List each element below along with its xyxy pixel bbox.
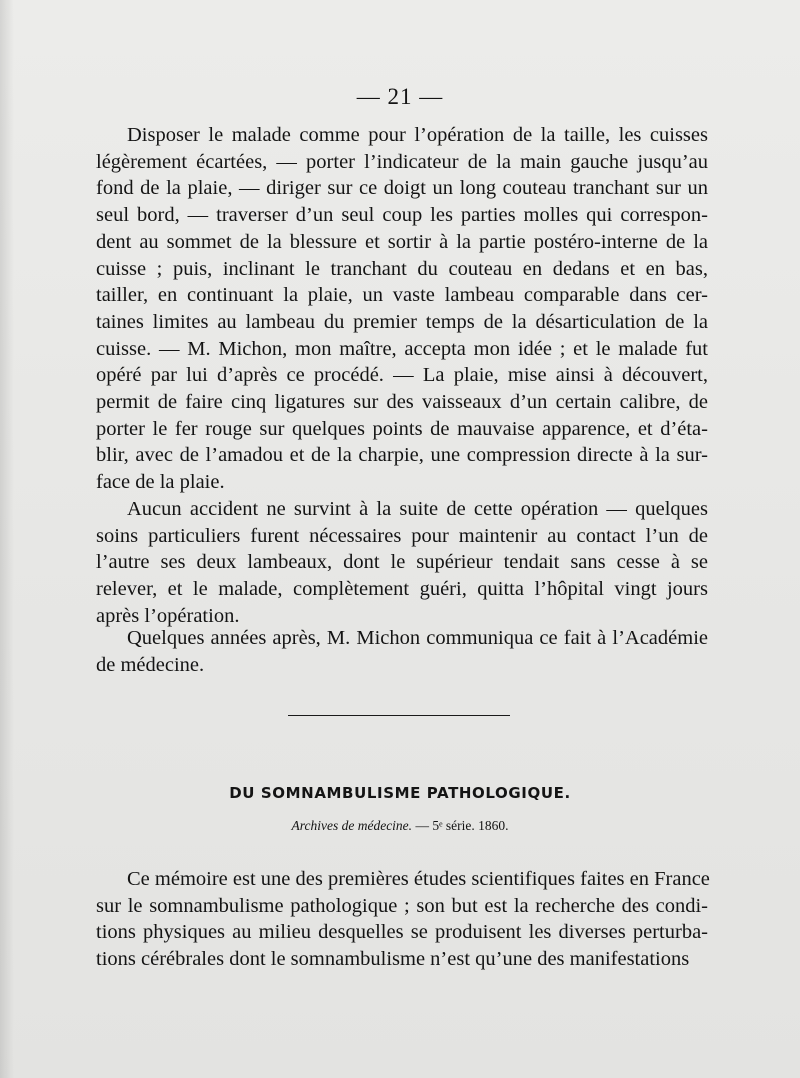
text-line: Disposer le malade comme pour l’opération de la taille, les cuisses bbox=[127, 124, 708, 146]
text-line: Quelques années après, M. Michon communiqua ce fait à l’Académie bbox=[127, 627, 708, 649]
text-line: de médecine. bbox=[96, 653, 205, 676]
source-journal: Archives de médecine. bbox=[291, 818, 413, 833]
text-line: relever, et le malade, complètement guéri, quitta l’hôpital vingt jours bbox=[96, 578, 708, 601]
paragraph-surgical-procedure bbox=[96, 122, 708, 496]
text-line: blir, avec de l’amadou et de la charpie, une compression directe à la sur- bbox=[96, 444, 708, 467]
text-line: cuisse ; puis, inclinant le tranchant du couteau en dedans et en bas, bbox=[96, 257, 708, 280]
text-line: permit de faire cinq ligatures sur des vaisseaux d’un certain calibre, de bbox=[96, 391, 708, 414]
text-line: après l’opération. bbox=[96, 604, 240, 627]
text-line: fond de la plaie, — diriger sur ce doigt un long couteau tranchant sur un bbox=[96, 177, 708, 200]
page-edge-shadow bbox=[0, 0, 14, 1078]
text-line: sur le somnambulisme pathologique ; son but est la recherche des condi- bbox=[96, 894, 708, 917]
text-line: cuisse. — M. Michon, mon maître, accepta mon idée ; et le malade fut bbox=[96, 337, 708, 360]
paragraph-somnambulism bbox=[96, 866, 708, 973]
text-line: opéré par lui d’après ce procédé. — La plaie, mise ainsi à découvert, bbox=[96, 364, 708, 387]
text-line: Ce mémoire est une des premières études scientifiques faites en France bbox=[127, 868, 710, 890]
text-line: face de la plaie. bbox=[96, 471, 225, 494]
section-title: DU SOMNAMBULISME PATHOLOGIQUE. bbox=[229, 784, 571, 802]
paragraph-outcome bbox=[96, 496, 708, 630]
text-line: porter le fer rouge sur quelques points de mauvaise apparence, et d’éta- bbox=[96, 417, 708, 440]
text-line: tailler, en continuant la plaie, un vaste lambeau comparable dans cer- bbox=[96, 284, 708, 307]
text-line: taines limites au lambeau du premier temps de la désarticulation de la bbox=[96, 310, 708, 333]
source-series: — 5ᵉ série. 1860. bbox=[412, 818, 509, 833]
text-line: soins particuliers furent nécessaires pour maintenir au contact l’un de bbox=[96, 524, 708, 547]
text-line: légèrement écartées, — porter l’indicateur de la main gauche jusqu’au bbox=[96, 150, 708, 173]
text-line: l’autre ses deux lambeaux, dont le supérieur tendait sans cesse à se bbox=[96, 551, 708, 574]
text-line: Aucun accident ne survint à la suite de cette opération — quelques bbox=[127, 498, 708, 520]
page-number: — 21 — bbox=[356, 84, 444, 109]
paragraph-academy bbox=[96, 625, 708, 678]
text-line: tions physiques au milieu desquelles se produisent les diverses perturba- bbox=[96, 921, 708, 944]
section-source bbox=[0, 818, 800, 834]
text-line: seul bord, — traverser d’un seul coup les parties molles qui correspon- bbox=[96, 204, 708, 227]
text-line: dent au sommet de la blessure et sortir à la partie postéro-interne de la bbox=[96, 230, 708, 253]
text-line: tions cérébrales dont le somnambulisme n’est qu’une des manifestations bbox=[96, 948, 690, 971]
section-divider bbox=[288, 715, 510, 716]
